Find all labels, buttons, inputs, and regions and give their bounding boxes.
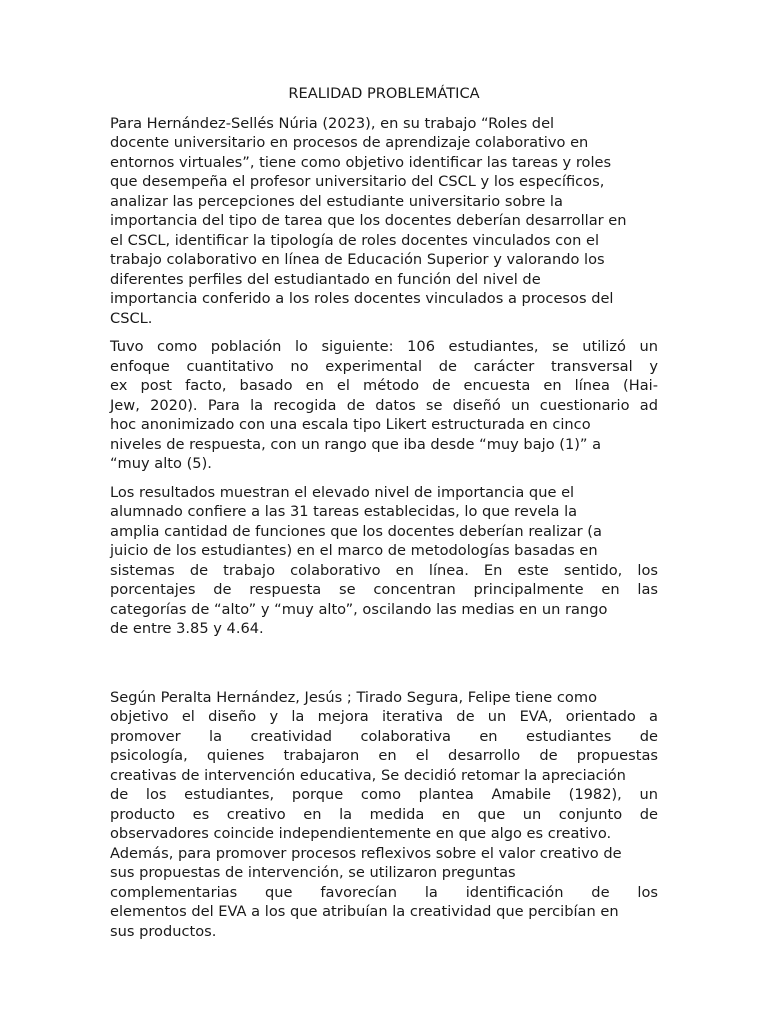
paragraph-line: entornos virtuales”, tiene como objetivo identificar las tareas y roles bbox=[110, 153, 612, 171]
paragraph-line: Para Hernández-Sellés Núria (2023), en su trabajo “Roles del bbox=[110, 114, 555, 132]
paragraph-line: creativas de intervención educativa, Se decidió retomar la apreciación bbox=[110, 766, 626, 784]
paragraph-line: hoc anonimizado con una escala tipo Likert estructurada en cinco bbox=[110, 416, 591, 433]
paragraph-line: el CSCL, identificar la tipología de roles docentes vinculados con el bbox=[110, 231, 600, 249]
paragraph-line: importancia del tipo de tarea que los docentes deberían desarrollar en bbox=[110, 212, 627, 229]
paragraph-line: porcentajes de respuesta se concentran principalmente en las bbox=[110, 581, 658, 598]
paragraph-line: producto es creativo en la medida en que un conjunto de bbox=[110, 805, 658, 823]
paragraph-line: trabajo colaborativo en línea de Educación Superior y valorando los bbox=[110, 251, 605, 268]
paragraph-line: promover la creatividad colaborativa en estudiantes de bbox=[110, 727, 658, 745]
paragraph-line: docente universitario en procesos de aprendizaje colaborativo en bbox=[110, 134, 589, 151]
paragraph-line: Jew, 2020). Para la recogida de datos se diseñó un cuestionario ad bbox=[110, 396, 658, 414]
paragraph-line: ex post facto, basado en el método de encuesta en línea (Hai- bbox=[110, 377, 658, 394]
paragraph-line: Tuvo como población lo siguiente: 106 estudiantes, se utilizó un bbox=[110, 338, 658, 355]
paragraph-line: complementarias que favorecían la identificación de los bbox=[110, 883, 658, 901]
paragraph-line: observadores coincide independientemente en que algo es creativo. bbox=[110, 825, 612, 842]
document-page bbox=[110, 84, 658, 950]
paragraph-line: Además, para promover procesos reflexivos sobre el valor creativo de bbox=[110, 844, 622, 862]
section-gap bbox=[110, 648, 658, 688]
paragraph-line: sistemas de trabajo colaborativo en línea. En este sentido, los bbox=[110, 561, 658, 579]
paragraph-line: psicología, quienes trabajaron en el desarrollo de propuestas bbox=[110, 747, 658, 764]
paragraph-line: “muy alto (5). bbox=[110, 455, 212, 472]
paragraph bbox=[110, 688, 658, 942]
paragraph-line: niveles de respuesta, con un rango que iba desde “muy bajo (1)” a bbox=[110, 435, 602, 453]
paragraph-line: Según Peralta Hernández, Jesús ; Tirado Segura, Felipe tiene como bbox=[110, 688, 598, 706]
paragraph-line: elementos del EVA a los que atribuían la creatividad que percibían en bbox=[110, 903, 619, 920]
paragraph-line: sus propuestas de intervención, se utilizaron preguntas bbox=[110, 864, 516, 881]
paragraph-line: de los estudiantes, porque como plantea Amabile (1982), un bbox=[110, 786, 658, 803]
paragraph-line: Los resultados muestran el elevado nivel de importancia que el bbox=[110, 483, 575, 501]
paragraph-line: diferentes perfiles del estudiantado en función del nivel de bbox=[110, 270, 541, 288]
document-title: REALIDAD PROBLEMÁTICA bbox=[288, 85, 480, 102]
paragraph-line: amplia cantidad de funciones que los docentes deberían realizar (a bbox=[110, 522, 602, 540]
paragraph-line: que desempeña el profesor universitario del CSCL y los específicos, bbox=[110, 173, 605, 190]
paragraph bbox=[110, 337, 658, 474]
paragraph bbox=[110, 114, 658, 329]
paragraph-line: juicio de los estudiantes) en el marco de metodologías basadas en bbox=[110, 542, 598, 559]
paragraph-line: de entre 3.85 y 4.64. bbox=[110, 620, 264, 637]
paragraph-line: categorías de “alto” y “muy alto”, oscilando las medias en un rango bbox=[110, 600, 608, 618]
paragraph-line: objetivo el diseño y la mejora iterativa de un EVA, orientado a bbox=[110, 708, 658, 725]
paragraph-line: CSCL. bbox=[110, 309, 153, 327]
paragraph bbox=[110, 483, 658, 639]
paragraph-line: alumnado confiere a las 31 tareas establecidas, lo que revela la bbox=[110, 503, 578, 520]
paragraph-line: enfoque cuantitativo no experimental de carácter transversal y bbox=[110, 357, 658, 375]
document-body bbox=[110, 114, 658, 942]
paragraph-line: sus productos. bbox=[110, 922, 217, 940]
paragraph-line: importancia conferido a los roles docentes vinculados a procesos del bbox=[110, 290, 614, 307]
paragraph-line: analizar las percepciones del estudiante universitario sobre la bbox=[110, 192, 563, 210]
